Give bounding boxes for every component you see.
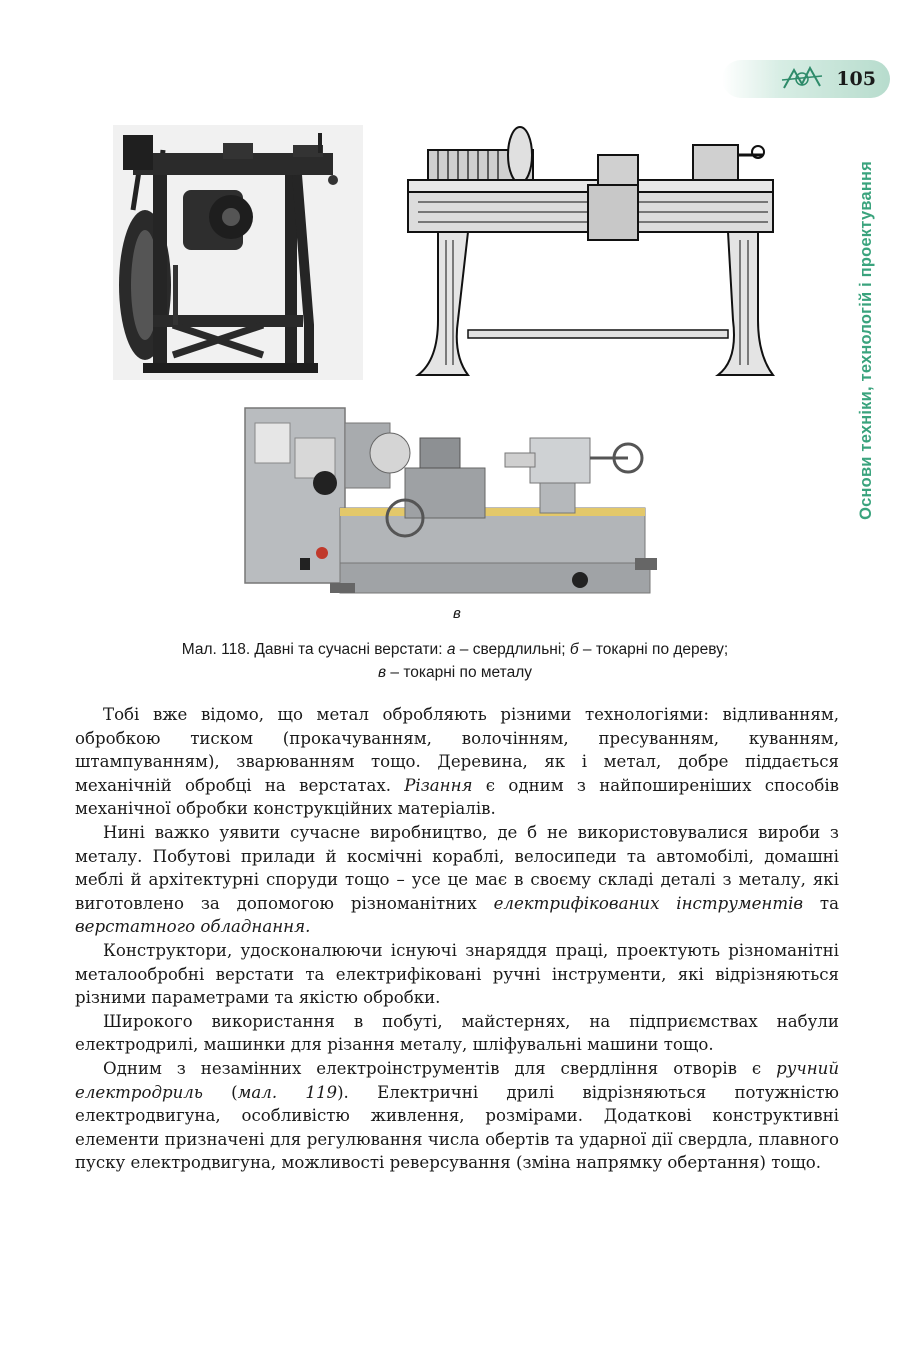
paragraph-1 — [75, 703, 839, 821]
section-title: Основи техніки, технологій і проектування — [856, 160, 875, 520]
p5-text-1: Одним з незамінних електроінструментів для свердління отворів є — [103, 1058, 777, 1078]
p2-text-1: Нині важко уявити сучасне виробництво, де б не використовувалися вироби з металу. Побутові прилади й космічні кораблі, велосипеди та автомобілі, домашні меблі й архітектурні споруди тощо – усе це має в своєму складі деталі з металу, які виготовлено за допомогою різноманітних — [75, 822, 839, 913]
caption-text-b: – токарні по дереву; — [578, 641, 729, 658]
caption-letter-a: а — [446, 641, 456, 658]
p2-term-tools: електрифікованих інструментів — [493, 893, 804, 913]
p5-text-3: ). Електричні дрилі відрізняються потужністю електродвигуна, особливістю живлення, розмірами. Додаткові конструктивні елементи призначені для регулювання числа обертів та ударної дії свердла, плавного пуску електродвигуна, можливості реверсування (зміна напрямку обертання) тощо. — [75, 1082, 840, 1173]
wood-lathe-illustration — [398, 120, 781, 380]
figure-a-drilling-machine — [113, 125, 363, 380]
caption-text-a: – свердлильні; — [455, 641, 570, 658]
figure-letter-c: в — [453, 605, 461, 622]
caption-letter-b: б — [569, 641, 579, 658]
p5-term-drill: ручний електродриль — [75, 1058, 839, 1102]
page-number: 105 — [836, 68, 876, 90]
tech-logo-icon — [780, 64, 824, 94]
figure-b-wood-lathe — [398, 120, 781, 380]
metal-lathe-illustration — [240, 398, 672, 608]
caption-prefix: Мал. 118. Давні та сучасні верстати: — [181, 641, 447, 658]
paragraph-3 — [75, 939, 839, 1010]
p1-text-2: є одним з найпоширеніших способів механічної обробки конструкційних матеріалів. — [75, 775, 839, 819]
p2-text-2: та — [803, 893, 839, 913]
paragraph-4 — [75, 1010, 839, 1057]
paragraph-5 — [75, 1057, 839, 1175]
section-sidebar — [852, 120, 880, 560]
caption-text-c: – токарні по металу — [386, 664, 532, 681]
body-text — [75, 703, 839, 1175]
p4-text-1: Широкого використання в побуті, майстернях, на підприємствах набули електродрилі, машинки для різання металу, шліфувальні машини тощо. — [75, 1011, 839, 1055]
page-number-tab — [722, 60, 890, 98]
caption-letter-c: в — [378, 664, 387, 681]
p1-text-1: Тобі вже відомо, що метал обробляють різними технологіями: відливанням, обробкою тиском (прокачуванням, волочінням, пресуванням, куванням, штампуванням), зварюванням тощо. Деревина, як і метал, добре піддається механічній обробці на верстатах. — [75, 705, 839, 795]
p1-term-cutting: Різання — [404, 775, 473, 795]
p5-text-2: ( — [202, 1082, 238, 1102]
drilling-machine-illustration — [113, 125, 363, 380]
paragraph-2 — [75, 821, 839, 939]
figure-c-metal-lathe — [240, 398, 672, 608]
p2-term-equipment: верстатного обладнання. — [75, 917, 311, 937]
p3-text-1: Конструктори, удосконалюючи існуючі знаряддя праці, проектують різноманітні металообробні верстати та електрифіковані ручні інструменти, які відрізняються різними параметрами та якістю обробки. — [75, 940, 839, 1008]
p5-figure-ref: мал. 119 — [237, 1082, 338, 1102]
figure-caption — [120, 638, 790, 684]
